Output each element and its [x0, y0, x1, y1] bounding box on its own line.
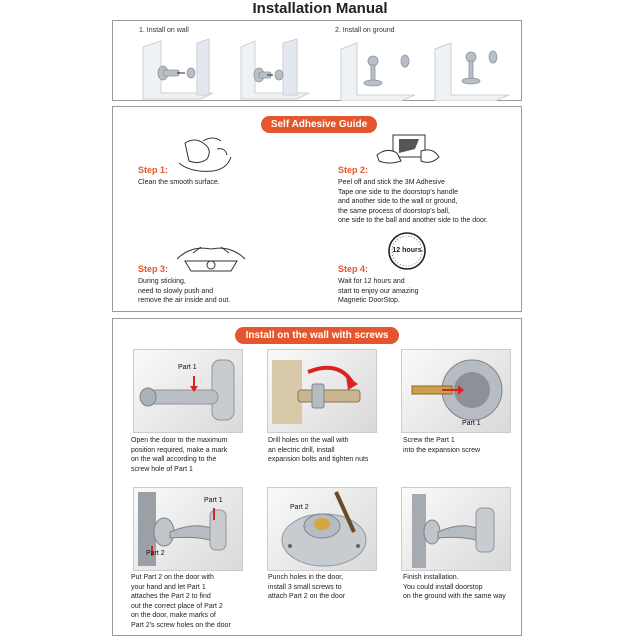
adhesive-guide-panel [112, 106, 522, 312]
part-2-label: Part 2 [146, 550, 165, 557]
doorstop-handle-image [134, 350, 242, 432]
step-4-title: Step 4: [338, 264, 369, 274]
page-title: Installation Manual [252, 0, 388, 17]
screw-install-panel [112, 318, 522, 636]
step-2-text [338, 178, 520, 226]
wall-install-illustration [133, 35, 333, 101]
caption-step-4 [131, 573, 263, 631]
peel-tape-icon [375, 129, 443, 169]
caption-line: on the ground with the same way [403, 593, 506, 601]
cleaning-cloth-icon [173, 133, 237, 177]
caption-line: out the correct place of Part 2 [131, 602, 223, 610]
step-1-text [138, 178, 308, 188]
photo-screw-part1 [401, 349, 511, 433]
step-4-line: Magnetic DoorStop. [338, 297, 400, 304]
caption-step-1 [131, 436, 261, 474]
caption-line: position required, make a mark [131, 446, 228, 454]
caption-line: expansion bolts and tighten nuts [268, 456, 369, 464]
doorstop-1 [158, 66, 195, 80]
step-2-line: the same process of doorstop's ball, [338, 207, 450, 215]
caption-line: Part 2's screw holes on the door [131, 621, 231, 629]
caption-step-3 [403, 436, 521, 455]
step-2-line: Peel off and stick the 3M Adhesive [338, 179, 445, 186]
part-2-plate-image [268, 488, 376, 570]
caption-step-6 [403, 573, 521, 602]
clock-label: 12 hours [392, 247, 422, 254]
wall-corner-1 [143, 39, 213, 99]
install-overview-panel [112, 20, 522, 101]
step-2-line: Tape one side to the doorstop's handle [338, 188, 459, 196]
caption-step-2 [268, 436, 398, 465]
step-2-line: one side to the ball and another side to the door. [338, 217, 488, 224]
caption-line: attaches the Part 2 to find [131, 593, 211, 601]
step-3-line: During sticking, [138, 278, 186, 285]
part-1-label: Part 1 [178, 364, 197, 371]
caption-line: on the door, make marks of [131, 612, 216, 620]
step-2-title: Step 2: [338, 165, 369, 175]
part-1-label: Part 1 [204, 497, 223, 504]
caption-step-5 [268, 573, 398, 602]
caption-line: Open the door to the maximum [131, 437, 228, 444]
step-3-line: remove the air inside and out. [138, 297, 231, 304]
adhesive-guide-banner: Self Adhesive Guide [261, 116, 377, 133]
step-1-title: Step 1: [138, 165, 169, 175]
expansion-bolt-image [268, 350, 376, 432]
step-3-text [138, 277, 318, 306]
wall-corner-2 [241, 39, 309, 99]
photo-punch-holes [267, 487, 377, 571]
step-4-text [338, 277, 518, 306]
install-on-ground-label: 2. Install on ground [335, 27, 395, 34]
caption-line: Put Part 2 on the door with [131, 574, 214, 581]
part-2-label: Part 2 [290, 504, 309, 511]
install-on-wall-label: 1. Install on wall [139, 27, 189, 34]
screw-install-banner: Install on the wall with screws [235, 327, 399, 344]
step-3-title: Step 3: [138, 264, 169, 274]
caption-line: Screw the Part 1 [403, 437, 455, 444]
caption-line: into the expansion screw [403, 446, 481, 454]
caption-line: You could install doorstop [403, 583, 483, 591]
part-1-screw-image [402, 350, 510, 432]
step-1-line: Clean the smooth surface. [138, 179, 220, 186]
part-2-door-image [134, 488, 242, 570]
step-4-line: start to enjoy our amazing [338, 287, 419, 295]
caption-line: screw hole of Part 1 [131, 465, 193, 473]
part-1-label: Part 1 [462, 420, 481, 427]
caption-line: Finish installation. [403, 574, 459, 581]
caption-line: on the wall according to the [131, 456, 217, 464]
photo-mark-wall [133, 349, 243, 433]
caption-line: your hand and let Part 1 [131, 583, 206, 591]
photo-finished [401, 487, 511, 571]
pressing-hands-icon [171, 241, 251, 277]
caption-line: Punch holes in the door, [268, 574, 344, 581]
step-4-line: Wait for 12 hours and [338, 278, 405, 285]
caption-line: install 3 small screws to [268, 583, 342, 591]
ground-install-illustration [331, 35, 521, 101]
step-2-line: and another side to the wall or ground, [338, 198, 458, 205]
caption-line: Drill holes on the wall with [268, 437, 349, 444]
caption-line: attach Part 2 on the door [268, 593, 346, 601]
finished-doorstop-image [402, 488, 510, 570]
step-3-line: need to slowly push and [138, 287, 214, 295]
photo-part2-door [133, 487, 243, 571]
caption-line: an electric drill, install [268, 446, 335, 454]
photo-drill-holes [267, 349, 377, 433]
